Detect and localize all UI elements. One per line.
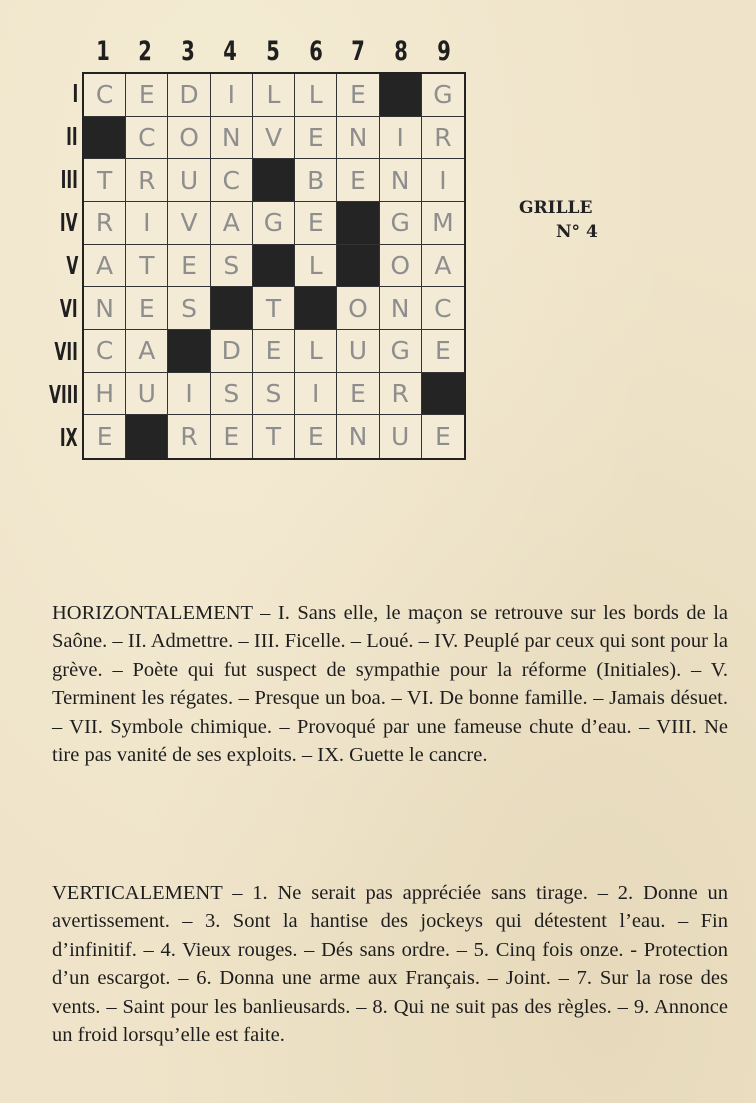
grid-cell: C — [211, 159, 253, 202]
column-numbers — [82, 36, 466, 68]
column-number: 5 — [266, 36, 280, 67]
grid-cell: I — [295, 373, 337, 416]
grid-cell: E — [337, 74, 379, 117]
grid-cell: H — [84, 373, 126, 416]
grid-cell: G — [380, 330, 422, 373]
grid-cell: R — [168, 415, 210, 458]
black-square — [126, 415, 168, 458]
horizontal-clues — [52, 599, 728, 769]
black-square — [337, 202, 379, 245]
grid-cell: O — [380, 245, 422, 288]
black-square — [211, 287, 253, 330]
grid-cell: E — [337, 159, 379, 202]
row-number: III — [60, 165, 78, 194]
vertical-clue-text: – 1. Ne serait pas appréciée sans tirage. – 2. Donne un avertissement. – 3. Sont la hantise des jockeys qui détestent l’eau. – Fin d’infinitif. – 4. Vieux rouges. – Dés sans ordre. – 5. Cinq fois onze. - Protection d’un escargot. – 6. Donna une arme aux Français. – Joint. – 7. Sur la rose des vents. – Saint pour les banlieusards. – 8. Qui ne suit pas des règles. – 9. Annonce un froid lorsqu’elle est faite. — [52, 882, 728, 1047]
grid-cell: I — [422, 159, 464, 202]
grid-cell: S — [253, 373, 295, 416]
grid-cell: L — [295, 330, 337, 373]
grid-cell: E — [295, 202, 337, 245]
grid-cell: A — [126, 330, 168, 373]
grid-cell: U — [126, 373, 168, 416]
grid-cell: N — [337, 117, 379, 160]
black-square — [168, 330, 210, 373]
grid-cell: N — [211, 117, 253, 160]
grid-cell: V — [253, 117, 295, 160]
grid-cell: L — [295, 74, 337, 117]
grid-cell: G — [422, 74, 464, 117]
grid-cell: C — [126, 117, 168, 160]
row-numbers — [40, 72, 84, 460]
grid-cell: T — [253, 415, 295, 458]
grid-cell: R — [422, 117, 464, 160]
grid-cell: L — [295, 245, 337, 288]
grid-cell: U — [337, 330, 379, 373]
horizontal-clue-text: – I. Sans elle, le maçon se retrouve sur les bords de la Saône. – II. Admettre. – III. Ficelle. – Loué. – IV. Peuplé par ceux qui sont pour la grève. – Poète qui fut suspect de sympathie pour la réforme (Initiales). – V. Terminent les régates. – Presque un boa. – VI. De bonne famille. – Jamais désuet. – VII. Symbole chimique. – Provoqué par une fameuse chute d’eau. – VIII. Ne tire pas vanité de ses exploits. – IX. Guette le cancre. — [52, 602, 728, 767]
black-square — [84, 117, 126, 160]
grid-cell: U — [168, 159, 210, 202]
grid-cell: E — [295, 117, 337, 160]
row-number: I — [72, 79, 78, 108]
grid-cell: T — [253, 287, 295, 330]
grid-cell: E — [168, 245, 210, 288]
grid-cell: V — [168, 202, 210, 245]
black-square — [253, 159, 295, 202]
column-number: 6 — [309, 36, 323, 67]
black-square — [422, 373, 464, 416]
grid-cell: S — [168, 287, 210, 330]
column-number: 7 — [351, 36, 365, 67]
row-number: V — [65, 251, 78, 280]
grid-cell: G — [380, 202, 422, 245]
grid-number: N° 4 — [556, 222, 598, 242]
grid-cell: O — [168, 117, 210, 160]
grid-cell: A — [211, 202, 253, 245]
row-number: VI — [60, 294, 78, 323]
grid-cell: N — [337, 415, 379, 458]
grid-cell: I — [211, 74, 253, 117]
column-number: 1 — [96, 36, 110, 67]
crossword-grid — [82, 72, 466, 460]
grid-cell: T — [84, 159, 126, 202]
row-number: VII — [54, 337, 78, 366]
grid-cell: N — [84, 287, 126, 330]
grid-cell: C — [84, 74, 126, 117]
grid-cell: E — [422, 330, 464, 373]
row-number: VIII — [48, 380, 78, 409]
grid-title: GRILLE — [519, 198, 593, 218]
grid-cell: E — [253, 330, 295, 373]
column-number: 9 — [437, 36, 451, 67]
vertical-heading: VERTICALEMENT — [52, 882, 223, 904]
black-square — [295, 287, 337, 330]
grid-cell: S — [211, 373, 253, 416]
grid-cell: C — [422, 287, 464, 330]
grid-cell: C — [84, 330, 126, 373]
column-number: 8 — [394, 36, 408, 67]
column-number: 3 — [181, 36, 195, 67]
black-square — [337, 245, 379, 288]
grid-cell: I — [380, 117, 422, 160]
grid-cell: E — [126, 74, 168, 117]
grid-cell: O — [337, 287, 379, 330]
grid-cell: L — [253, 74, 295, 117]
grid-cell: U — [380, 415, 422, 458]
grid-cell: E — [337, 373, 379, 416]
grid-cell: I — [126, 202, 168, 245]
grid-cell: R — [84, 202, 126, 245]
grid-cell: N — [380, 159, 422, 202]
grid-cell: R — [380, 373, 422, 416]
grid-cell: E — [295, 415, 337, 458]
grid-cell: M — [422, 202, 464, 245]
column-number: 4 — [223, 36, 237, 67]
grid-cell: D — [168, 74, 210, 117]
grid-cell: A — [84, 245, 126, 288]
grid-cell: D — [211, 330, 253, 373]
horizontal-heading: HORIZONTALEMENT — [52, 602, 253, 624]
grid-cell: A — [422, 245, 464, 288]
grid-cell: E — [434, 422, 451, 452]
row-number: IV — [60, 208, 78, 237]
grid-cell: E — [211, 415, 253, 458]
row-number: II — [66, 122, 78, 151]
grid-cell: R — [126, 159, 168, 202]
column-number: 2 — [138, 36, 152, 67]
grid-cell: N — [380, 287, 422, 330]
black-square — [380, 74, 422, 117]
grid-cell: B — [295, 159, 337, 202]
vertical-clues — [52, 879, 728, 1049]
grid-cell: T — [126, 245, 168, 288]
grid-cell: S — [211, 245, 253, 288]
black-square — [253, 245, 295, 288]
grid-cell: E — [84, 415, 126, 458]
grid-cell: G — [253, 202, 295, 245]
grid-cell: E — [126, 287, 168, 330]
row-number: IX — [60, 423, 78, 452]
grid-cell: I — [168, 373, 210, 416]
